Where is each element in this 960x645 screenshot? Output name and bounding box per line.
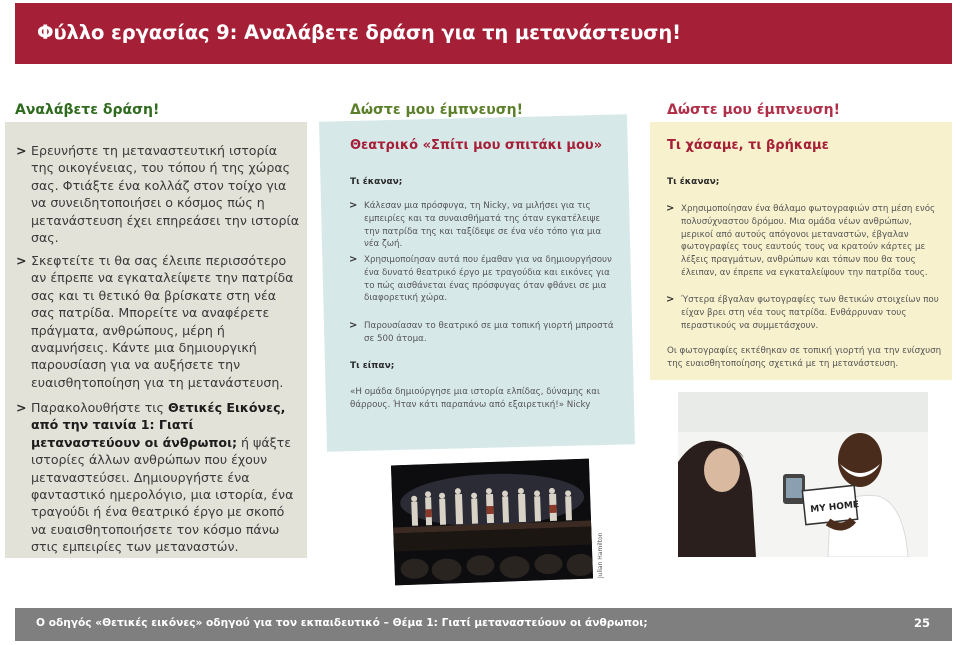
page-number: 25 [913, 616, 930, 630]
action-bullet-1-text: Ερευνήστε τη μεταναστευτική ιστορία της οικογένειας, του τόπου ή της χώρας σας. Φτιάξτε ένα κολλάζ στον τοίχο για να συνειδητοποιήσει ο κόσμος πώς η μετανάστευση έχει επηρεάσει την ιστορία σας. [31, 143, 300, 246]
title-banner [15, 3, 952, 64]
bullet-arrow-icon: > [16, 400, 27, 415]
theatre-item-3-text: Παρουσίασαν το θεατρικό σε μια τοπική γιορτή μπροστά σε 500 άτομα. [364, 321, 614, 344]
theatre-item-3 [349, 320, 614, 346]
action-bullet-3-pre: Παρακολουθήστε τις [31, 400, 168, 415]
film-reference: Θετικές Εικόνες, από την ταινία 1: Γιατί μεταναστεύουν οι άνθρωποι; [31, 400, 286, 450]
action-bullet-1 [16, 142, 301, 246]
photobooth-subtitle: Τι χάσαμε, τι βρήκαμε [667, 138, 829, 153]
what-they-did-label-1: Τι έκαναν; [350, 177, 403, 187]
what-they-said-label: Τι είπαν; [350, 361, 395, 371]
photobooth-item-1 [666, 203, 943, 280]
bullet-arrow-icon: > [16, 253, 27, 268]
bullet-arrow-icon: > [349, 320, 358, 331]
theatre-subtitle: Θεατρικό «Σπίτι μου σπιτάκι μου» [350, 138, 603, 153]
bullet-arrow-icon: > [666, 203, 675, 214]
action-bullet-2-text: Σκεφτείτε τι θα σας έλειπε περισσότερο αν έπρεπε να εγκαταλείψετε την πατρίδα σας και τι θετικό θα βρίσκατε στη νέα σας πατρίδα. Μπορείτε να αναφέρετε πράγματα, ανθρώπους, μέρη ή αναμνήσεις. Κάντε μια δημιουργική παρουσίαση για να αυξήσετε την ευαισθητοποίηση για τη μετανάστευση. [31, 253, 294, 390]
photo-credit: Julian Hamilton [597, 532, 604, 578]
photobooth-item-1-text: Χρησιμοποίησαν ένα θάλαμο φωτογραφιών στη μέση ενός πολυσύχναστου δρόμου. Μια ομάδα νέων ανθρώπων, μερικοί από αυτούς απόγονοι μεταναστών, έβγαλαν φωτογραφίες τους εαυτούς τους να κρατούν κάρτες με λέξεις πραγμάτων, ανθρώπων και τόπων που θα τους έλειπαν, αν έπρεπε να εγκαταλείψουν την πατρίδα τους. [681, 204, 936, 278]
nicky-quote: «Η ομάδα δημιούργησε μια ιστορία ελπίδας, δύναμης και θάρρους. Ήταν κάτι παραπάνω από εξαιρετική!» Nicky [350, 387, 600, 410]
bullet-arrow-icon: > [16, 143, 27, 158]
theatre-item-1-text: Κάλεσαν μια πρόσφυγα, τη Nicky, να μιλήσει για τις εμπειρίες και τα συναισθήματά της όταν εγκατέλειψε την πατρίδα της και ταξίδεψε σε ένα νέο τόπο για μια νέα ζωή. [364, 201, 602, 250]
action-bullet-3-post: ή ψάξτε ιστορίες άλλων ανθρώπων που έχουν μεταναστεύσει. Δημιουργήστε ένα φανταστικό ημερολόγιο, μια ιστορία, ένα τραγούδι ή ένα θεατρικό έργο με σκοπό να ευαισθητοποιήσετε τον κόσμο πάνω στις εμπειρίες των μεταναστών. [31, 434, 294, 555]
action-bullet-3 [16, 399, 301, 556]
bullet-arrow-icon: > [349, 254, 358, 265]
what-they-did-label-2: Τι έκαναν; [667, 177, 720, 187]
my-home-card-text: MY HOME [809, 499, 860, 516]
theatre-item-2-text: Χρησιμοποίησαν αυτά που έμαθαν για να δημιουργήσουν ένα δυνατό θεατρικό έργο με τραγούδια και εικόνες για το πώς αισθάνεται ένας πρόσφυγας όταν φθάνει σε μια διαφορετική χώρα. [364, 255, 612, 304]
my-home-photo [678, 392, 928, 557]
page-footer [15, 608, 952, 641]
theatre-stage-photo [391, 459, 593, 586]
inspire-heading-2: Δώστε μου έμπνευση! [667, 102, 840, 118]
person-holding-card-image [678, 392, 928, 557]
photobooth-item-2 [666, 294, 943, 332]
theatre-item-1 [349, 200, 614, 251]
footer-text: Ο οδηγός «Θετικές εικόνες» οδηγού για τον εκπαιδευτικό – Θέμα 1: Γιατί μεταναστεύουν οι άνθρωποι; [36, 617, 648, 629]
inspire-heading-1: Δώστε μου έμπνευση! [350, 102, 523, 118]
take-action-heading: Αναλάβετε δράση! [15, 102, 160, 118]
bullet-arrow-icon: > [666, 294, 675, 305]
theatre-item-2 [349, 254, 616, 305]
action-bullet-2 [16, 252, 301, 391]
stage-performance-image [391, 459, 593, 586]
bullet-arrow-icon: > [349, 200, 358, 211]
exhibition-paragraph: Οι φωτογραφίες εκτέθηκαν σε τοπική γιορτή για την ενίσχυση της ευαισθητοποίησης σχετικά με τη μετανάστευση. [667, 346, 942, 369]
page-title: Φύλλο εργασίας 9: Αναλάβετε δράση για τη μετανάστευση! [37, 21, 681, 44]
photobooth-item-2-text: Ύστερα έβγαλαν φωτογραφίες των θετικών στοιχείων που είχαν βρει στη νέα τους πατρίδα. Ενθάρρυναν τους περαστικούς να συμμετάσχουν. [681, 295, 939, 331]
